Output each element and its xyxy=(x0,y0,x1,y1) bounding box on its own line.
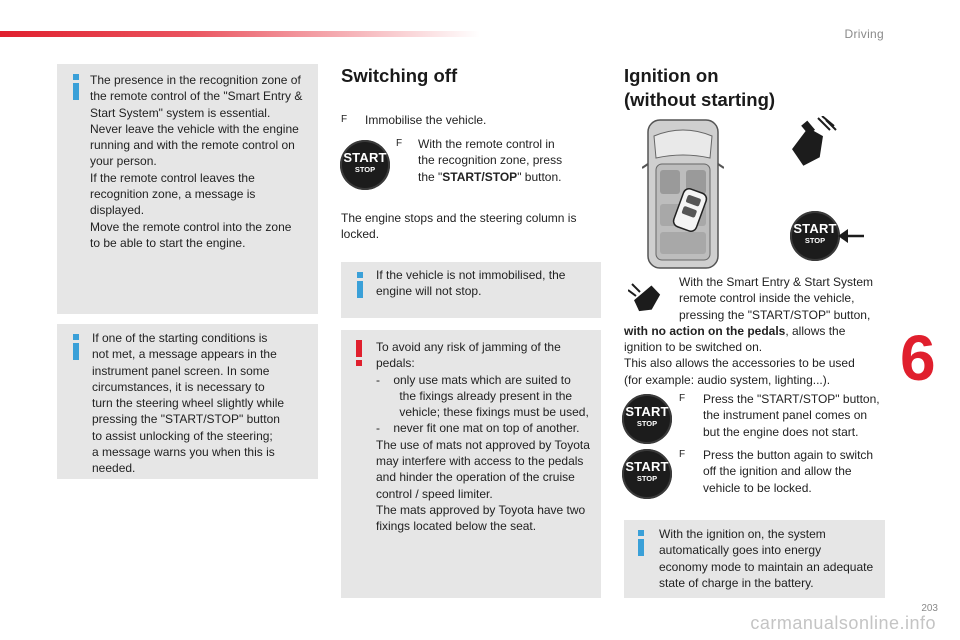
vehicle-top-view-icon xyxy=(642,118,724,270)
start-stop-button-icon: START STOP xyxy=(790,211,840,261)
info-text-energy-economy: With the ignition on, the system automatically goes into energy economy mode to maintain an adequate state of charge in the battery. xyxy=(659,527,874,590)
result-text: The engine stops and the steering column is locked. xyxy=(341,211,577,242)
info-icon xyxy=(353,272,367,298)
ignition-intro-text: With the Smart Entry & Start System remote control inside the vehicle, pressing the "START/STOP" button, with no action on the pedals, allows the ignition to be switched on. This also allows the accessories to be used (for example: audio system, lighting...). xyxy=(624,275,874,387)
press-arrow-icon xyxy=(836,226,866,246)
start-stop-button-icon: START STOP xyxy=(340,140,390,190)
header-accent-bar xyxy=(0,31,480,37)
foot-pedal-icon xyxy=(782,116,842,180)
watermark: carmanualsonline.info xyxy=(750,613,936,633)
section-heading-switching-off: Switching off xyxy=(341,65,458,86)
bullet-marker: F xyxy=(396,138,403,149)
info-text-recognition-zone: The presence in the recognition zone of the remote control of the "Smart Entry & Start System" system is essential. Never leave the vehicle with the engine running and with the remote control on your person. If the remote control leaves the recognition zone, a message is displayed. Move the remote control into the zone to be able to start the engine. xyxy=(90,73,303,250)
page-number: 203 xyxy=(921,603,938,614)
info-icon xyxy=(634,530,648,556)
info-box-energy-economy xyxy=(624,520,885,598)
start-stop-button-icon: START STOP xyxy=(622,394,672,444)
info-icon xyxy=(69,334,83,360)
chapter-number: 6 xyxy=(900,322,936,394)
section-heading-ignition-on: Ignition on (without starting) xyxy=(624,65,776,110)
start-stop-button-icon: START STOP xyxy=(622,449,672,499)
bullet-marker: F xyxy=(341,114,348,125)
bullet-marker: F xyxy=(679,449,686,460)
info-text-not-immobilised: If the vehicle is not immobilised, the engine will not stop. xyxy=(376,268,566,299)
warning-box-pedal-mats xyxy=(341,330,601,598)
bullet-marker: F xyxy=(679,393,686,404)
info-box-recognition-zone xyxy=(57,64,318,314)
info-box-not-immobilised xyxy=(341,262,601,318)
warning-text-pedal-mats: To avoid any risk of jamming of the pedals: - only use mats which are suited to the fixings already present in the vehicle; these fixings must be used, - never fit one mat on top of another. The use of mats not approved by Toyota may interfere with access to the pedals and hinder the operation of the cruise control / speed limiter. The mats approved by Toyota have two fixings located below the seat. xyxy=(376,340,590,534)
warning-icon xyxy=(353,340,365,366)
chapter-title: Driving xyxy=(844,27,884,41)
info-icon xyxy=(69,74,83,100)
info-text-starting-conditions: If one of the starting conditions is not met, a message appears in the instrument panel screen. In some circumstances, it is necessary to turn the steering wheel slightly while pressing the "START/STOP" button to assist unlocking of the steering; a message warns you when this is needed. xyxy=(92,331,285,476)
info-box-starting-conditions xyxy=(57,324,318,479)
